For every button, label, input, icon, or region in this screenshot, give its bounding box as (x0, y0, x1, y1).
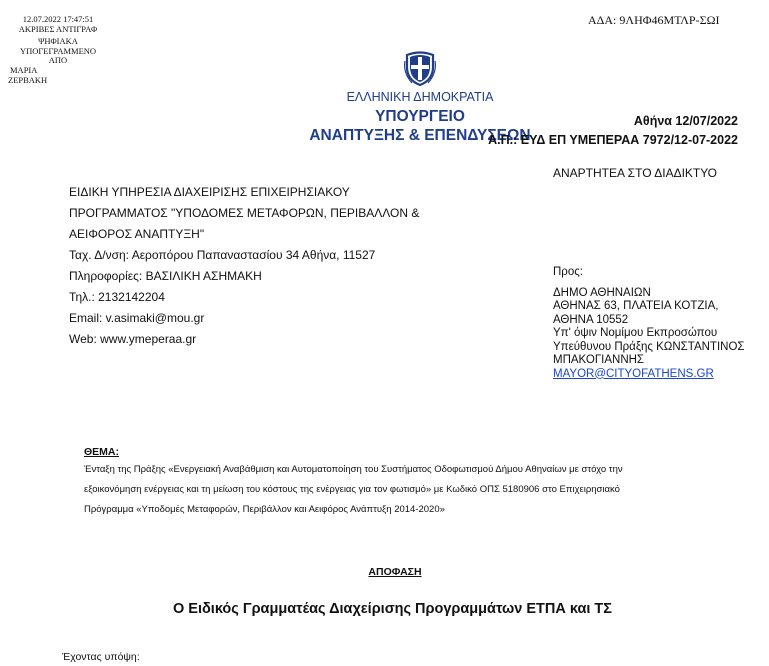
subject-text (84, 460, 710, 520)
recipient-block (553, 266, 745, 381)
sender-line: ΠΡΟΓΡΑΜΜΑΤΟΣ "ΥΠΟΔΟΜΕΣ ΜΕΤΑΦΟΡΩΝ, ΠΕΡΙΒΑΛΛΟΝ & (69, 206, 420, 220)
ada-code: ΑΔΑ: 9ΛΗΦ46ΜΤΛΡ-ΣΩΙ (588, 13, 720, 27)
stamp-signer-last: ΖΕΡΒΑΚΗ (8, 74, 48, 85)
recipient-line: ΑΘΗΝΑ 10552 (553, 313, 629, 326)
post-online-notice: ΑΝΑΡΤΗΤΕΑ ΣΤΟ ΔΙΑΔΙΚΤΥΟ (553, 166, 717, 180)
sender-line: ΑΕΙΦΟΡΟΣ ΑΝΑΠΤΥΞΗ" (69, 227, 205, 241)
stamp-line: ΨΗΦΙΑΚΑ (38, 36, 78, 46)
subject-line: Ένταξη της Πράξης «Ενεργειακή Αναβάθμιση και Αυτοματοποίηση του Συστήματος Οδοφωτισμού Δήμου Αθηναίων με στόχο την (84, 464, 623, 475)
ministry-name-line1: ΥΠΟΥΡΓΕΙΟ (375, 108, 465, 125)
decision-heading: ΑΠΟΦΑΣΗ (368, 566, 422, 578)
subject-label: ΘΕΜΑ: (84, 446, 119, 458)
recipient-line: Υπεύθυνου Πράξης ΚΩΝΣΤΑΝΤΙΝΟΣ (553, 340, 745, 353)
stamp-timestamp: 12.07.2022 17:47:51 (22, 14, 94, 24)
decision-title: Ο Ειδικός Γραμματέας Διαχείρισης Προγραμμάτων ΕΤΠΑ και ΤΣ (173, 601, 612, 617)
signature-stamp (8, 15, 108, 66)
recipient-line: ΔΗΜΟ ΑΘΗΝΑΙΩΝ (553, 286, 651, 299)
republic-name: ΕΛΛΗΝΙΚΗ ΔΗΜΟΚΡΑΤΙΑ (346, 90, 494, 104)
stamp-line: ΥΠΟΓΕΓΡΑΜΜΕΝΟ (19, 45, 97, 56)
recipient-line: Υπ' όψιν Νομίμου Εκπροσώπου (553, 327, 718, 339)
sender-address: Ταχ. Δ/νση: Αεροπόρου Παπαναστασίου 34 Αθήνα, 11527 (69, 248, 376, 262)
stamp-line: ΑΚΡΙΒΕΣ ΑΝΤΙΓΡΑΦ (18, 23, 98, 34)
sender-block (69, 182, 419, 350)
sender-web: Web: www.ymeperaa.gr (69, 332, 197, 346)
sender-phone: Τηλ.: 2132142204 (69, 290, 165, 304)
protocol-number: Α.Π.: ΕΥΔ ΕΠ ΥΜΕΠΕΡΑΑ 7972/12-07-2022 (488, 133, 738, 147)
document-date: Αθήνα 12/07/2022 (633, 114, 738, 128)
stamp-signer (8, 66, 47, 85)
subject-line: Πρόγραμμα «Υποδομές Μεταφορών, Περιβάλλον και Αειφόρος Ανάπτυξη 2014-2020» (84, 504, 445, 515)
recipient-line: ΑΘΗΝΑΣ 63, ΠΛΑΤΕΙΑ ΚΟΤΖΙΑ, (553, 300, 719, 312)
considering-label: Έχοντας υπόψη: (62, 651, 140, 663)
sender-line: ΕΙΔΙΚΗ ΥΠΗΡΕΣΙΑ ΔΙΑΧΕΙΡΙΣΗΣ ΕΠΙΧΕΙΡΗΣΙΑΚΟΥ (69, 185, 350, 199)
stamp-line: ΑΠΟ (48, 55, 68, 65)
greek-coat-of-arms-icon (402, 49, 438, 87)
recipient-label: Προς: (553, 266, 583, 278)
stamp-signer-first: ΜΑΡΙΑ (10, 65, 38, 75)
sender-email: Email: v.asimaki@mou.gr (69, 311, 205, 325)
ministry-name-line2: ΑΝΑΠΤΥΞΗΣ & ΕΠΕΝΔΥΣΕΩΝ (309, 127, 531, 144)
recipient-email-link[interactable]: MAYOR@CITYOFATHENS.GR (553, 367, 714, 380)
subject-line: εξοικονόμηση ενέργειας και τη μείωση του κόστους της ενέργειας για τον φωτισμό» με Κωδικό ΟΠΣ 5180906 στο Επιχειρησιακό (84, 484, 620, 495)
sender-info: Πληροφορίες: ΒΑΣΙΛΙΚΗ ΑΣΗΜΑΚΗ (69, 269, 262, 283)
recipient-line: ΜΠΑΚΟΓΙΑΝΝΗΣ (553, 354, 645, 366)
